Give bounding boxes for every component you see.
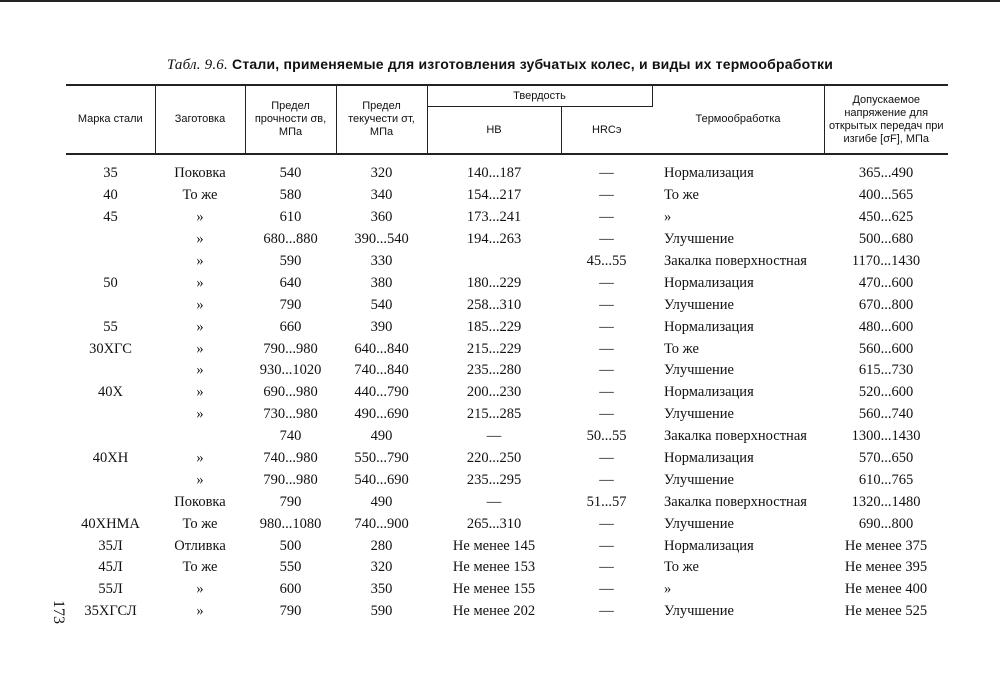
cell-allowable: 570...650	[858, 450, 914, 467]
cell-allowable: 670...800	[858, 296, 914, 313]
cell-treatment: Улучшение	[664, 296, 734, 313]
cell-ultimate: 680...880	[263, 231, 318, 248]
cell-ultimate: 550	[279, 559, 302, 576]
cell-allowable: 1170...1430	[851, 253, 921, 269]
cell-yield: 320	[370, 165, 393, 182]
cell-hrc: 50...55	[586, 428, 627, 445]
cell-treatment: То же	[664, 340, 699, 357]
table-row	[66, 491, 948, 513]
cell-allowable: Не менее 525	[844, 603, 928, 620]
cell-ultimate: 790	[279, 296, 302, 313]
cell-yield: 280	[370, 537, 393, 554]
cell-treatment: Закалка поверхностная	[664, 253, 807, 269]
cell-hrc: —	[599, 362, 614, 379]
cell-hb	[427, 251, 561, 273]
cell-hb: Не менее 155	[452, 581, 536, 598]
table-row	[66, 382, 948, 404]
header-hardness: Твердость	[427, 85, 652, 107]
cell-grade	[66, 229, 155, 251]
cell-grade: 40Х	[98, 384, 123, 401]
cell-treatment: Улучшение	[664, 406, 734, 423]
cell-yield: 390	[370, 318, 393, 335]
header-yield-strength: Предел текучести σт, МПа	[336, 85, 427, 154]
cell-grade	[66, 251, 155, 273]
cell-allowable: 520...600	[858, 384, 914, 401]
cell-hb: Не менее 202	[452, 603, 536, 620]
cell-hb: 215...229	[466, 340, 522, 357]
table-row	[66, 448, 948, 470]
table-row	[66, 229, 948, 251]
cell-allowable: 480...600	[858, 318, 914, 335]
cell-treatment: Улучшение	[664, 603, 734, 620]
cell-hrc: —	[599, 581, 614, 598]
cell-allowable: 560...740	[858, 406, 914, 423]
table-row	[66, 316, 948, 338]
cell-treatment: Закалка поверхностная	[664, 493, 807, 510]
cell-treatment: Закалка поверхностная	[664, 428, 807, 445]
cell-hb: 200...230	[466, 384, 522, 401]
cell-allowable: Не менее 375	[844, 537, 928, 554]
cell-blank: »	[196, 253, 204, 269]
cell-grade: 40ХН	[92, 450, 129, 467]
cell-blank: То же	[182, 559, 218, 576]
header-ultimate-strength: Предел прочности σв, МПа	[245, 85, 336, 154]
cell-yield: 540	[370, 296, 393, 313]
cell-treatment: Нормализация	[664, 384, 754, 401]
cell-treatment: Нормализация	[664, 165, 754, 182]
table-row	[66, 535, 948, 557]
cell-hb: 140...187	[466, 165, 522, 182]
cell-blank	[155, 426, 245, 448]
cell-hrc: 51...57	[586, 493, 627, 510]
header-hb: HB	[427, 107, 561, 155]
cell-treatment: »	[664, 581, 672, 598]
cell-ultimate: 980...1080	[259, 515, 322, 532]
cell-blank: Поковка	[174, 165, 226, 182]
cell-blank: »	[196, 231, 204, 248]
cell-yield: 320	[370, 559, 393, 576]
cell-grade: 40	[103, 187, 118, 204]
cell-hrc: —	[599, 318, 614, 335]
cell-ultimate: 500	[279, 537, 302, 554]
cell-ultimate: 930...1020	[259, 362, 322, 379]
cell-grade: 30ХГС	[89, 340, 132, 357]
cell-treatment: Нормализация	[664, 318, 754, 335]
cell-treatment: Нормализация	[664, 450, 754, 467]
cell-blank: То же	[182, 187, 218, 204]
cell-blank: »	[196, 362, 204, 379]
cell-hrc: —	[599, 559, 614, 576]
cell-treatment: Улучшение	[664, 471, 734, 488]
cell-blank: Поковка	[174, 493, 226, 510]
cell-hb: 180...229	[466, 274, 522, 291]
cell-grade: 55Л	[98, 581, 123, 598]
cell-blank: »	[196, 209, 204, 226]
cell-grade	[66, 469, 155, 491]
cell-ultimate: 790	[279, 603, 302, 620]
cell-treatment: То же	[664, 559, 699, 576]
spacer-row	[66, 154, 948, 163]
header-row-top	[66, 85, 948, 107]
cell-treatment: Улучшение	[664, 231, 734, 248]
cell-ultimate: 590	[279, 253, 302, 269]
cell-blank: »	[196, 406, 204, 423]
table-row	[66, 207, 948, 229]
cell-hrc: —	[599, 384, 614, 401]
cell-hrc: —	[599, 187, 614, 204]
cell-allowable: Не менее 395	[844, 559, 928, 576]
cell-yield: 640...840	[354, 340, 409, 357]
cell-allowable: 470...600	[858, 274, 914, 291]
cell-grade: 55	[103, 318, 118, 335]
cell-allowable: 610...765	[858, 471, 914, 488]
cell-hrc: —	[599, 231, 614, 248]
cell-blank: »	[196, 581, 204, 598]
cell-yield: 360	[370, 209, 393, 226]
table-row	[66, 601, 948, 623]
cell-hb: 154...217	[466, 187, 522, 204]
cell-treatment: Улучшение	[664, 515, 734, 532]
caption-text: Стали, применяемые для изготовления зубчатых колес, и виды их термообработки	[232, 56, 834, 72]
cell-blank: То же	[182, 515, 218, 532]
header-allowable-stress: Допускаемое напряжение для открытых передач при изгибе [σF], МПа	[824, 85, 948, 154]
table-body	[66, 154, 948, 623]
cell-ultimate: 540	[279, 165, 302, 182]
cell-grade	[66, 360, 155, 382]
cell-allowable: 450...625	[858, 209, 914, 226]
cell-grade: 35	[103, 165, 118, 182]
table-row	[66, 557, 948, 579]
cell-yield: 380	[370, 274, 393, 291]
cell-yield: 390...540	[354, 231, 409, 248]
cell-hb: 235...295	[466, 471, 522, 488]
cell-yield: 490...690	[354, 406, 409, 423]
cell-ultimate: 790...980	[263, 340, 318, 357]
cell-blank: »	[196, 274, 204, 291]
cell-yield: 740...840	[354, 362, 409, 379]
cell-hb: 173...241	[466, 209, 522, 226]
table-row	[66, 579, 948, 601]
steels-table	[66, 84, 948, 623]
cell-ultimate: 640	[279, 274, 302, 291]
cell-allowable: 500...680	[858, 231, 914, 248]
cell-hb: 215...285	[466, 406, 522, 423]
table-row	[66, 404, 948, 426]
cell-grade: 35Л	[98, 537, 123, 554]
cell-allowable: 560...600	[858, 340, 914, 357]
table-row	[66, 513, 948, 535]
cell-hb: 235...280	[466, 362, 522, 379]
cell-blank: »	[196, 318, 204, 335]
cell-blank: »	[196, 603, 204, 620]
top-border-rule	[0, 0, 1000, 2]
cell-ultimate: 740	[279, 428, 302, 445]
cell-treatment: То же	[664, 187, 699, 204]
table-row	[66, 163, 948, 185]
table-row	[66, 338, 948, 360]
cell-allowable: Не менее 400	[844, 581, 928, 598]
cell-treatment: »	[664, 209, 672, 226]
cell-yield: 350	[370, 581, 393, 598]
table-row	[66, 360, 948, 382]
table-row	[66, 185, 948, 207]
cell-hb: 220...250	[466, 450, 522, 467]
cell-hb: 185...229	[466, 318, 522, 335]
cell-allowable: 615...730	[858, 362, 914, 379]
cell-yield: 490	[370, 493, 393, 510]
caption-label: Табл. 9.6.	[166, 57, 228, 73]
cell-ultimate: 580	[279, 187, 302, 204]
header-hrc: HRCэ	[561, 107, 652, 155]
cell-allowable: 400...565	[858, 187, 914, 204]
cell-grade	[66, 294, 155, 316]
header-grade: Марка стали	[66, 85, 155, 154]
cell-grade	[66, 491, 155, 513]
cell-grade	[66, 404, 155, 426]
cell-hrc: —	[599, 274, 614, 291]
table-row	[66, 294, 948, 316]
cell-grade: 35ХГСЛ	[84, 603, 137, 620]
cell-yield: 330	[370, 253, 393, 269]
cell-allowable: 365...490	[858, 165, 914, 182]
cell-hrc: —	[599, 515, 614, 532]
cell-hrc: —	[599, 471, 614, 488]
cell-treatment: Улучшение	[664, 362, 734, 379]
cell-ultimate: 600	[279, 581, 302, 598]
cell-hrc: —	[599, 209, 614, 226]
cell-hrc: —	[599, 450, 614, 467]
cell-yield: 740...900	[354, 515, 409, 532]
cell-yield: 340	[370, 187, 393, 204]
cell-yield: 540...690	[354, 471, 409, 488]
cell-blank: »	[196, 450, 204, 467]
cell-hb: —	[486, 428, 502, 445]
cell-ultimate: 740...980	[263, 450, 318, 467]
cell-hrc: —	[599, 296, 614, 313]
table-caption	[0, 56, 1000, 74]
cell-hrc: 45...55	[586, 253, 627, 269]
table-row	[66, 426, 948, 448]
cell-allowable: 1320...1480	[851, 493, 921, 510]
cell-grade: 50	[103, 274, 118, 291]
cell-hrc: —	[599, 603, 614, 620]
cell-ultimate: 610	[279, 209, 302, 226]
cell-blank: »	[196, 296, 204, 313]
cell-treatment: Нормализация	[664, 537, 754, 554]
cell-treatment: Нормализация	[664, 274, 754, 291]
cell-yield: 590	[370, 603, 393, 620]
cell-yield: 490	[370, 428, 393, 445]
cell-hb: Не менее 145	[452, 537, 536, 554]
cell-allowable: 690...800	[858, 515, 914, 532]
table-row	[66, 251, 948, 273]
cell-yield: 550...790	[354, 450, 409, 467]
cell-hb: 194...263	[466, 231, 522, 248]
cell-blank: »	[196, 340, 204, 357]
cell-grade	[66, 426, 155, 448]
cell-grade: 40ХНМА	[81, 515, 140, 532]
cell-blank: Отливка	[174, 537, 226, 554]
cell-blank: »	[196, 384, 204, 401]
cell-grade: 45	[103, 209, 118, 226]
cell-allowable: 1300...1430	[851, 428, 921, 445]
header-heat-treatment: Термообработка	[652, 85, 824, 154]
cell-hb: —	[486, 493, 502, 510]
cell-hb: Не менее 153	[452, 559, 536, 576]
cell-yield: 440...790	[354, 384, 409, 401]
cell-ultimate: 790...980	[263, 471, 318, 488]
cell-hrc: —	[599, 165, 614, 182]
cell-ultimate: 730...980	[263, 406, 318, 423]
cell-hrc: —	[599, 406, 614, 423]
cell-hrc: —	[599, 537, 614, 554]
cell-hrc: —	[599, 340, 614, 357]
cell-ultimate: 660	[279, 318, 302, 335]
table-row	[66, 272, 948, 294]
table-row	[66, 469, 948, 491]
cell-ultimate: 790	[279, 493, 302, 510]
header-blank: Заготовка	[155, 85, 245, 154]
cell-hb: 265...310	[466, 515, 522, 532]
page-number: 173	[50, 600, 67, 624]
cell-hb: 258...310	[466, 296, 522, 313]
cell-blank: »	[196, 471, 204, 488]
cell-ultimate: 690...980	[263, 384, 318, 401]
cell-grade: 45Л	[98, 559, 123, 576]
